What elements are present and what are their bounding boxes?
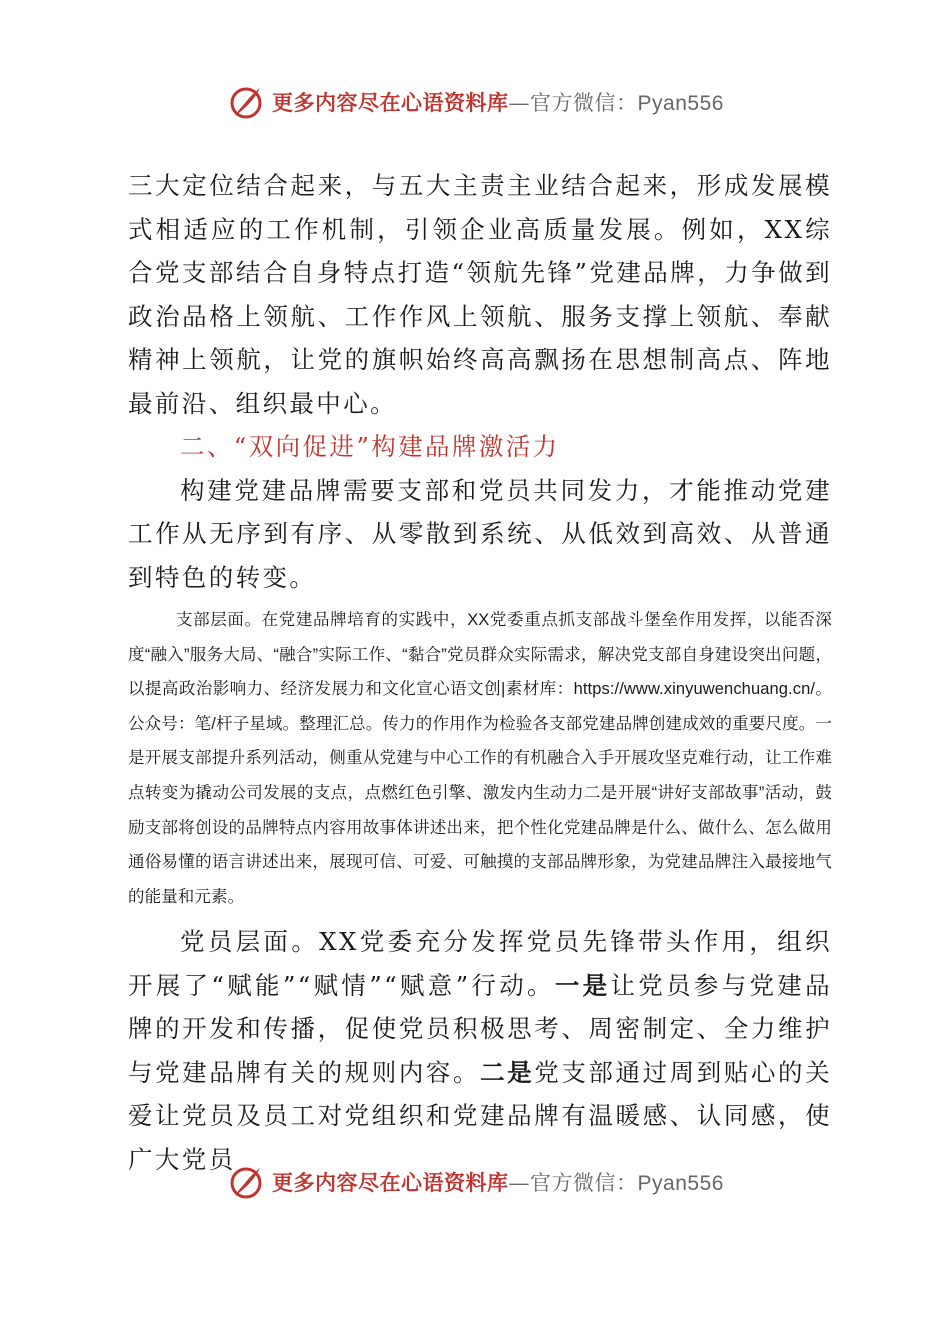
banner-wechat-label: —官方微信： [508,91,638,115]
document-body [128,164,832,1181]
paragraph-intro: 三大定位结合起来，与五大主责主业结合起来，形成发展模式相适应的工作机制，引领企业高质量发展。例如，XX综合党支部结合自身特点打造“领航先锋”党建品牌，力争做到政治品格上领航、工作作风上领航、服务支撑上领航、奉献精神上领航，让党的旗帜始终高高飘扬在思想制高点、阵地最前沿、组织最中心。 [128,171,832,418]
first-point-text: 让党员参与党建品牌的开发和传播，促使党员积极思考、周密制定、全力维护与党建品牌有关的规则内容。 [128,970,833,1087]
header-banner [0,80,950,124]
banner-text [272,87,724,117]
quill-logo-icon [226,1162,266,1202]
banner-text [272,1167,724,1197]
second-point-label: 二是 [480,1057,535,1087]
paragraph-branch-level: 支部层面。在党建品牌培育的实践中，XX党委重点抓支部战斗堡垒作用发挥，以能否深度“融入”服务大局、“融合”实际工作、“黏合”党员群众实际需求，解决党支部自身建设突出问题，以提高政治影响力、经济发展力和文化宣心语文创|素材库：https://www.xinyuwenchuang.cn/。公众号：笔/杆子星域。整理汇总。传力的作用作为检验各支部党建品牌创建成效的重要尺度。一是开展支部提升系列活动，侧重从党建与中心工作的有机融合入手开展攻坚克难行动，让工作难点转变为撬动公司发展的支点，点燃红色引擎、激发内生动力二是开展“讲好支部故事”活动，鼓励支部将创设的品牌特点内容用故事体讲述出来，把个性化党建品牌是什么、做什么、怎么做用通俗易懂的语言讲述出来，展现可信、可爱、可触摸的支部品牌形象，为党建品牌注入最接地气的能量和元素。 [128,611,832,906]
banner-wechat-label: —官方微信： [508,1171,638,1195]
second-point-text: 党支部通过周到贴心的关爱让党员及员工对党组织和党建品牌有温暖感、认同感，使广大党员 [128,1057,832,1174]
quill-logo-icon [226,82,266,122]
first-point-label: 一是 [554,970,611,1000]
banner-site-name: 更多内容尽在心语资料库 [272,90,509,115]
banner-wechat-id: Pyan556 [637,1172,724,1195]
banner-wechat-id: Pyan556 [637,92,724,115]
section-heading-2: 二、“双向促进”构建品牌激活力 [180,432,560,461]
banner-site-name: 更多内容尽在心语资料库 [272,1170,509,1195]
paragraph-brand-building: 构建党建品牌需要支部和党员共同发力，才能推动党建工作从无序到有序、从零散到系统、从低效到高效、从普通到特色的转变。 [128,475,832,592]
paragraph-member-level [128,920,832,1181]
footer-banner [0,1160,950,1204]
member-level-intro: 党员层面。XX党委充分发挥党员先锋带头作用，组织开展了“赋能”“赋情”“赋意”行动。 [128,927,832,1000]
